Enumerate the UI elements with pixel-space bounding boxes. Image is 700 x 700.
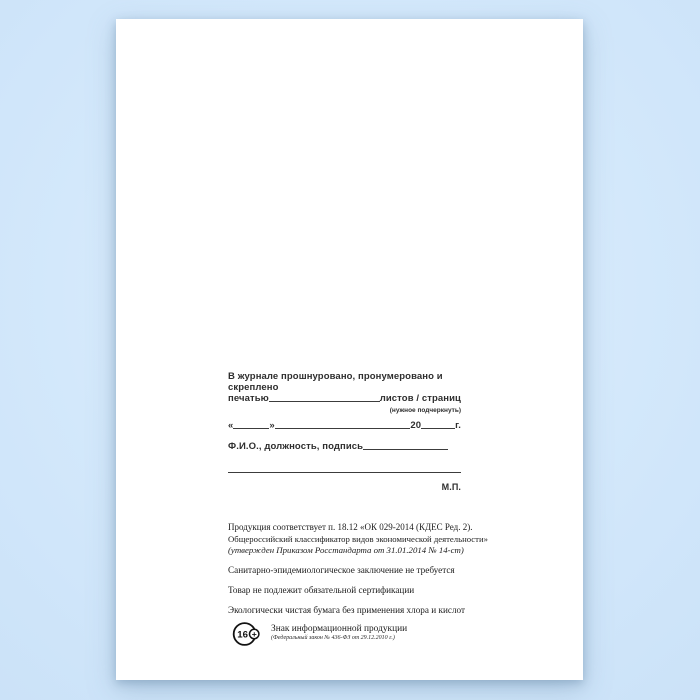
year-suffix: г. [455, 420, 461, 431]
okved-line-2: Общероссийский классификатор видов экономической деятельности» [228, 533, 488, 544]
age-16-icon [232, 620, 260, 648]
year-prefix: 20 [410, 420, 422, 431]
signature-line [228, 463, 461, 473]
age-mark-text [271, 624, 407, 641]
age-number: 16 [237, 629, 248, 641]
seal-place-abbr: М.П. [441, 482, 461, 492]
age-plus: + [251, 629, 257, 640]
age-mark-label: Знак информационной продукции [271, 624, 408, 634]
sheets-pages-label: листов / страниц [379, 393, 461, 404]
seal-blank-line [269, 401, 380, 402]
underline-hint: (нужное подчеркнуть) [389, 407, 461, 414]
signatory-row [228, 441, 461, 452]
day-blank-line [233, 428, 269, 429]
certification-statement: Товар не подлежит обязательной сертификации [228, 585, 415, 595]
okved-line-3: (утвержден Приказом Росстандарта от 31.01.2014 № 14-ст) [228, 545, 464, 555]
sanitary-statement: Санитарно-эпидемиологическое заключение не требуется [228, 565, 455, 575]
seal-label: печатью [228, 393, 269, 404]
date-row [228, 420, 461, 431]
open-quote: « [228, 420, 234, 431]
document-page [116, 19, 583, 680]
binding-statement: В журнале прошнуровано, пронумеровано и скреплено [228, 371, 443, 393]
okved-line-1: Продукция соответствует п. 18.12 «ОК 029-2014 (КДЕС Ред. 2). [228, 522, 473, 532]
close-quote: » [269, 420, 275, 431]
okved-paragraph [228, 522, 488, 557]
signatory-label: Ф.И.О., должность, подпись [228, 441, 364, 452]
month-blank-line [275, 428, 411, 429]
signatory-blank-line [363, 449, 448, 450]
age-mark-row [228, 620, 461, 648]
seal-row [228, 393, 461, 404]
year-blank-line [421, 428, 455, 429]
age-mark-law-note: (Федеральный закон № 436-ФЗ от 29.12.2010 г.) [271, 635, 395, 641]
eco-statement: Экологически чистая бумага без применения хлора и кислот [228, 605, 466, 615]
